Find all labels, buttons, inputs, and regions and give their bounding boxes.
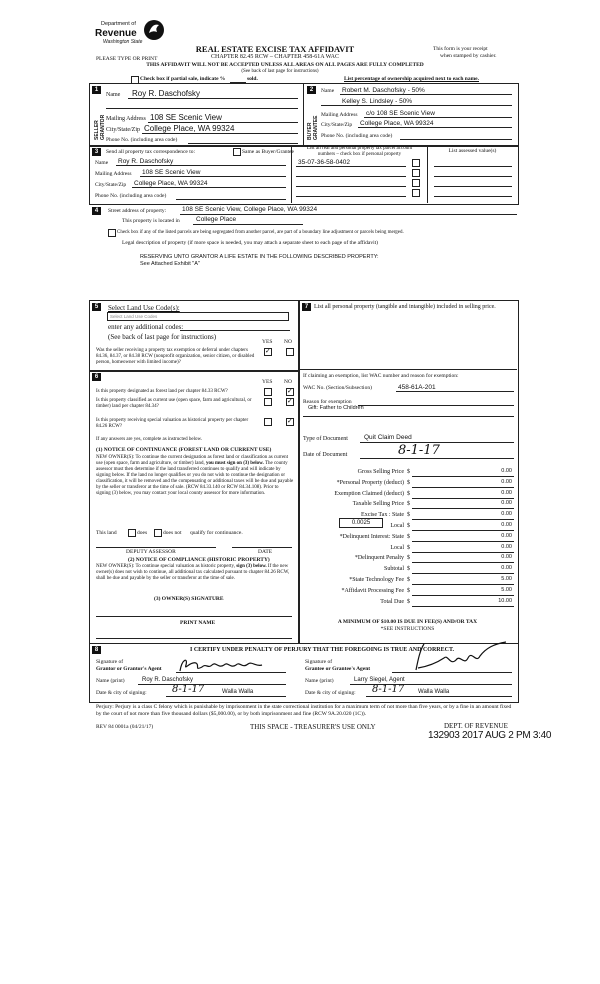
dor-logo [95,18,165,52]
located-value: College Place [196,216,237,223]
fee-row-value: 0.00 [501,533,512,539]
s6-q1-yes-checkbox[interactable] [264,388,272,396]
fee-row-line [412,476,514,477]
s6-q2-yes-checkbox[interactable] [264,398,272,406]
fee-row-label: *Delinquent Interest: State [339,534,404,540]
grantor-name-print-label: Name (print) [96,678,125,684]
legal-desc-line2: See Attached Exhibit "A" [140,261,200,267]
assessed-header: List assessed value(s) [448,148,497,154]
buyer-label: BUYER GRANTEE [307,115,319,140]
fee-row-label: Local [390,545,404,551]
fee-row-line [412,519,514,520]
dept-line2: Revenue [95,28,137,39]
same-as-buyer-label: Same as Buyer/Grantee [242,149,294,155]
grantee-city-value: Walla Walla [418,689,450,695]
legal-desc-line1: RESERVING UNTO GRANTOR A LIFE ESTATE IN THE FOLLOWING DESCRIBED PROPERTY: [140,254,379,260]
section-1-number: 1 [92,86,101,94]
grantee-signature-icon [410,640,520,678]
fee-row-value: 0.00 [501,554,512,560]
seller-name-label: Name [106,92,121,98]
certify-statement: I CERTIFY UNDER PENALTY OF PERJURY THAT THE FOREGOING IS TRUE AND CORRECT. [190,647,455,653]
notice2-bold: sign (3) below. [236,564,267,569]
fee-row-label: Gross Selling Price [357,469,404,475]
fee-row-value: 0.00 [501,500,512,506]
fee-row-dollar: $ [407,577,410,583]
parcel-1-personal-checkbox[interactable] [412,159,420,167]
land-use-label: Select Land Use Code(s): [108,304,180,312]
does-label: does [137,530,148,536]
s6-q3: Is this property receiving special valuation as historical property per chapter 84.26 RCW? [96,418,249,429]
buyer-city-label: City/State/Zip [321,122,353,128]
notice1-body [96,455,294,497]
s3-name-label: Name [95,160,109,166]
deputy-assessor-label: DEPUTY ASSESSOR [126,549,176,555]
form-chapter: CHAPTER 82.45 RCW – CHAPTER 458-61A WAC [211,54,339,60]
parcel-header-1: List all real and personal property tax parcel account [306,146,413,151]
parcel-3-personal-checkbox[interactable] [412,179,420,187]
located-label: This property is located in [122,218,180,224]
wac-value: 458-61A-201 [398,384,436,391]
receipt-note-1: This form is your receipt [433,46,488,52]
fee-row-line [412,584,514,585]
fee-row-dollar: $ [407,599,410,605]
s3-phone-label: Phone No. (including area code) [95,193,167,199]
notice2-title: (2) NOTICE OF COMPLIANCE (HISTORIC PROPERTY) [128,557,270,563]
s6-q3-no-checkbox[interactable] [286,418,294,426]
print-name-label: PRINT NAME [180,620,216,626]
fee-row-dollar: $ [407,566,410,572]
perjury-notice: Perjury: Perjury is a class C felony which is punishable by imprisonment in the state correctional institution for a maximum term of not more than five years, or by a fine in an amount fixed by the court of not more than five thousand dollars ($5,000.00), or by both imprisonment and fine (RCW 9A.20.020 (1C)). [96,704,512,717]
notice1-bold: you must sign on (3) below. [205,461,264,466]
s6-yes: YES [262,379,273,385]
fee-row-line [412,552,514,553]
s5-see-back: (See back of last page for instructions) [108,333,217,341]
claim-exemption-label: If claiming an exemption, list WAC number and reason for exemption: [303,373,459,379]
fee-row-dollar: $ [407,512,410,518]
fee-row-dollar: $ [407,501,410,507]
please-type: PLEASE TYPE OR PRINT [96,56,158,62]
seller-label: SELLER GRANTOR [94,114,106,140]
minimum-note: A MINIMUM OF $10.00 IS DUE IN FEE(S) AND/OR TAX [337,619,478,625]
s5-yes: YES [262,339,273,345]
reason-value: Gift: Father to Children [308,405,364,411]
section-6-frame [89,370,300,644]
land-does-not-checkbox[interactable] [154,529,162,537]
fee-row-line [412,508,514,509]
seller-mailing-label: Mailing Address [106,116,146,122]
fee-row-label: Taxable Selling Price [352,501,404,507]
notice1-title: (1) NOTICE OF CONTINUANCE (FOREST LAND OR CURRENT USE) [96,447,272,453]
fee-row-dollar: $ [407,469,410,475]
fee-row-line [412,573,514,574]
buyer-name-value-2: Kelley S. Lindsley - 50% [342,98,413,105]
doc-type-value: Quit Claim Deed [364,434,412,441]
land-use-select[interactable] [107,312,289,321]
fee-row-label: Local [390,523,404,529]
s5-exemption-no-checkbox[interactable] [286,348,294,356]
fee-row-line [412,606,514,607]
parcel-header-2: numbers – check box if personal property [317,152,402,157]
buyer-mailing-label: Mailing Address [321,112,358,118]
street-value: 108 SE Scenic View, College Place, WA 99324 [182,206,318,213]
fee-row-dollar: $ [407,534,410,540]
s3-mailing-value: 108 SE Scenic View [142,169,201,176]
s5-exemption-yes-checkbox[interactable] [264,348,272,356]
parcel-1-value: 35-07-36-58-0402 [298,159,351,166]
seller-city-value: College Place, WA 99324 [144,124,235,133]
local-rate-value: 0.0025 [351,520,371,526]
fee-row-value: 0.00 [501,544,512,550]
fee-row-line [412,530,514,531]
fee-row-value: 0.00 [501,479,512,485]
street-label: Street address of property: [108,208,167,214]
fee-row-dollar: $ [407,555,410,561]
parcel-2-personal-checkbox[interactable] [412,169,420,177]
fee-row-dollar: $ [407,491,410,497]
fee-row-line [412,498,514,499]
see-back-note: (See back of last page for instructions) [241,69,319,74]
seller-city-label: City/State/Zip [106,127,140,133]
s3-name-value: Roy R. Daschofsky [118,158,174,165]
qualify-label: qualify for continuance. [190,530,243,536]
grantee-sig-label-1: Signature of [305,659,333,665]
segregated-label: Check box if any of the listed parcels are being segregated from another parcel, are part of a boundary line adjustment or parcels being merged. [117,230,404,235]
s6-if-any: If any answers are yes, complete as instructed below. [96,437,203,442]
fee-row-label: *Delinquent Penalty [354,555,404,561]
notice1-body-b: The county assessor must then determine if the land transferred continues to qualify and will indicate by signing below. If the land no longer qualifies or you do not wish to continue the designation or classification, it will be removed and the compensating or additional taxes will be due and payable by the seller or transferor at the time of sale. (RCW 84.33.140 or RCW 84.34.108). Prior to signing (3) below, you may contact your local county assessor for more information. [96,461,294,496]
buyer-name-value-1: Robert M. Daschofsky - 50% [342,87,425,94]
fee-row-dollar: $ [407,523,410,529]
fee-row-label: Excise Tax : State [361,512,404,518]
grantor-signature-icon [176,655,276,675]
grantor-sig-label-1: Signature of [96,659,124,665]
fee-row-value: 0.00 [501,522,512,528]
seller-phone-label: Phone No. (including area code) [106,137,178,143]
grantor-city-value: Walla Walla [222,689,254,695]
s5-no: NO [284,339,292,345]
notice2-b: If the new owner(s) does not wish to continue, all additional tax calculated pursuant to chapter 84.26 RCW, shall be due and payable by the seller or transferor at the time of sale. [96,564,290,581]
fee-row-value: 5.00 [501,587,512,593]
segregated-checkbox[interactable] [108,229,116,237]
grantor-date-city-label: Date & city of signing: [96,690,147,696]
s3-city-value: College Place, WA 99324 [134,180,208,187]
s6-q1: Is this property designated as forest land per chapter 84.33 RCW? [96,389,228,394]
buyer-mailing-value: c/o 108 SE Scenic View [366,110,435,117]
section-6-number: 6 [92,373,101,381]
partial-sale-label: Check box if partial sale, indicate % [140,76,226,82]
fee-row-line [412,487,514,488]
dept-line3: Washington State [103,39,143,45]
grantor-date-value: 8-1-17 [172,684,205,695]
fee-row-dollar: $ [407,480,410,486]
legal-desc-label: Legal description of property (if more space is needed, you may attach a separate sheet to each page of the affidavit) [122,240,378,246]
grantee-date-value: 8-1-17 [372,684,405,695]
grantee-name-print-label: Name (print) [305,678,334,684]
land-does-checkbox[interactable] [128,529,136,537]
grantor-name-print: Roy R. Daschofsky [142,677,194,683]
section-3-number: 3 [92,148,101,156]
s3-city-label: City/State/Zip [95,182,127,188]
dept-revenue-stamp: DEPT. OF REVENUE [444,722,508,730]
sold-label: sold. [247,76,258,82]
ownership-note: List percentage of ownership acquired next to each name. [344,76,479,82]
s3-mailing-label: Mailing Address [95,171,132,177]
grantor-sig-label-2: Grantor or Grantor's Agent [96,666,162,672]
seller-name-value: Roy R. Daschofsky [132,89,201,98]
fee-row-line [412,595,514,596]
same-as-buyer-checkbox[interactable] [233,148,241,156]
s6-q2: Is this property classified as current use (open space, farm and agricultural, or timber) land per chapter 84.34? [96,398,252,409]
dept-line1: Department of [101,21,136,27]
section-4-number: 4 [92,207,101,215]
treasurer-use: THIS SPACE - TREASURER'S USE ONLY [250,723,376,731]
wa-emblem-icon [143,19,165,41]
wac-label: WAC No. (Section/Subsection) [303,385,372,391]
owner-signature-label: (3) OWNER(S) SIGNATURE [154,596,224,602]
fee-row-label: *Personal Property (deduct) [336,480,404,486]
notice2-a: NEW OWNER(S): To continue special valuation as historic property, [96,564,235,569]
notice2-body [96,564,294,582]
s6-q3-yes-checkbox[interactable] [264,418,272,426]
fee-row-label: *State Technology Fee [349,577,404,583]
fee-row-value: 0.00 [501,565,512,571]
fee-row-line [412,541,514,542]
fee-row-value: 0.00 [501,468,512,474]
receipt-note-2: when stamped by cashier. [440,53,497,59]
section-7-number: 7 [302,303,311,311]
seller-mailing-value: 108 SE Scenic View [150,113,222,122]
grantee-date-city-label: Date & city of signing: [305,690,356,696]
section-5-number: 5 [92,303,101,311]
fee-row-value: 0.00 [501,511,512,517]
fee-row-dollar: $ [407,588,410,594]
local-rate-box [339,518,383,528]
form-title: REAL ESTATE EXCISE TAX AFFIDAVIT [195,44,355,54]
not-accepted-note: THIS AFFIDAVIT WILL NOT BE ACCEPTED UNLESS ALL AREAS ON ALL PAGES ARE FULLY COMPLETED [146,62,424,68]
send-to-label: Send all property tax correspondence to: [106,149,196,155]
additional-codes-label: enter any additional codes: [108,323,184,331]
fee-row-label: Total Due [380,599,404,605]
buyer-city-value: College Place, WA 99324 [360,120,434,127]
rev-number: REV 84 0001a (04/21/17) [96,724,154,730]
fee-row-value: 0.00 [501,490,512,496]
buyer-name-label: Name [321,88,335,94]
fee-row-line [412,562,514,563]
notice1-body-a: NEW OWNER(S): To continue the current designation as forest land or classification as current use (open space, farm and agriculture, or timber) land, [96,455,289,466]
does-not-label: does not [163,530,182,536]
fee-row-value: 10.00 [498,598,512,604]
see-instructions: *SEE INSTRUCTIONS [380,626,435,632]
section-8-number: 8 [92,646,101,654]
s6-q2-no-checkbox[interactable] [286,398,294,406]
s5-exemption-question: Was the seller receiving a property tax exemption or deferral under chapters 84.36, 84.37, or 84.38 RCW (nonprofit organization, senior citizen, or disabled person, homeowner with limited income)? [96,348,255,365]
doc-date-value: 8-1-17 [398,443,440,458]
doc-type-label: Type of Document [303,436,348,442]
s6-no: NO [284,379,292,385]
reason-label: Reason for exemption [303,399,352,405]
fee-row-label: Subtotal [383,566,404,572]
this-land-label: This land [96,530,117,536]
section-2-number: 2 [307,86,316,94]
list-personal-label: List all personal property (tangible and intangible) included in selling price. [314,304,496,310]
assessor-date-label: DATE [258,549,273,555]
fee-row-value: 5.00 [501,576,512,582]
land-use-select-placeholder: Select Land Use Codes [110,314,158,319]
s6-q1-no-checkbox[interactable] [286,388,294,396]
fee-row-label: Exemption Claimed (deduct) [334,491,404,497]
grantee-sig-label-2: Grantee or Grantee's Agent [305,666,371,672]
fee-row-label: *Affidavit Processing Fee [341,588,404,594]
cashier-stamp: 132903 2017 AUG 2 PM 3:40 [428,730,552,741]
grantee-name-print: Larry Siegel, Agent [354,677,405,683]
doc-date-label: Date of Document [303,452,348,458]
parcel-4-personal-checkbox[interactable] [412,189,420,197]
fee-row-dollar: $ [407,545,410,551]
buyer-phone-label: Phone No. (including area code) [321,133,393,139]
